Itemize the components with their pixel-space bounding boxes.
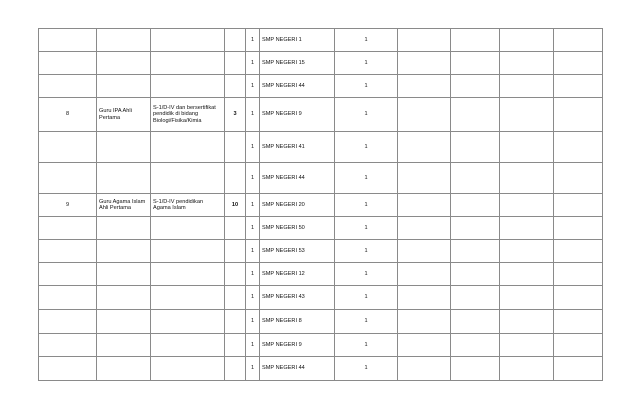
row-number — [39, 334, 97, 357]
school-quota: 1 — [246, 334, 260, 357]
empty-cell — [451, 263, 500, 286]
school-count: 1 — [335, 217, 398, 240]
qualification — [151, 29, 225, 52]
table-row — [39, 217, 603, 240]
empty-cell — [398, 310, 451, 334]
empty-cell — [554, 286, 603, 310]
empty-cell — [500, 334, 554, 357]
qualification — [151, 263, 225, 286]
empty-cell — [554, 163, 603, 194]
school-quota: 1 — [246, 132, 260, 163]
empty-cell — [398, 334, 451, 357]
school-name: SMP NEGERI 44 — [260, 75, 335, 98]
school-quota: 1 — [246, 52, 260, 75]
school-count: 1 — [335, 334, 398, 357]
school-quota: 1 — [246, 357, 260, 381]
qualification — [151, 240, 225, 263]
school-quota: 1 — [246, 163, 260, 194]
empty-cell — [500, 52, 554, 75]
position-quota — [225, 29, 246, 52]
school-quota: 1 — [246, 310, 260, 334]
position-quota — [225, 132, 246, 163]
position-name — [97, 217, 151, 240]
table-row — [39, 52, 603, 75]
position-name — [97, 334, 151, 357]
position-quota — [225, 357, 246, 381]
school-name: SMP NEGERI 43 — [260, 286, 335, 310]
position-name: Guru IPA Ahli Pertama — [97, 98, 151, 132]
school-name: SMP NEGERI 8 — [260, 310, 335, 334]
row-number — [39, 132, 97, 163]
empty-cell — [451, 334, 500, 357]
position-name — [97, 29, 151, 52]
school-quota: 1 — [246, 98, 260, 132]
formation-table — [38, 28, 603, 381]
school-count: 1 — [335, 194, 398, 217]
empty-cell — [500, 75, 554, 98]
school-count: 1 — [335, 286, 398, 310]
empty-cell — [554, 132, 603, 163]
row-number — [39, 163, 97, 194]
school-count: 1 — [335, 29, 398, 52]
empty-cell — [554, 29, 603, 52]
empty-cell — [500, 163, 554, 194]
school-name: SMP NEGERI 44 — [260, 357, 335, 381]
row-number — [39, 75, 97, 98]
qualification — [151, 163, 225, 194]
empty-cell — [500, 357, 554, 381]
school-quota: 1 — [246, 194, 260, 217]
qualification — [151, 217, 225, 240]
table-row — [39, 29, 603, 52]
school-quota: 1 — [246, 286, 260, 310]
school-name: SMP NEGERI 1 — [260, 29, 335, 52]
table-row — [39, 240, 603, 263]
school-quota: 1 — [246, 263, 260, 286]
empty-cell — [500, 132, 554, 163]
position-name — [97, 52, 151, 75]
empty-cell — [398, 286, 451, 310]
empty-cell — [398, 217, 451, 240]
position-quota — [225, 334, 246, 357]
empty-cell — [500, 98, 554, 132]
empty-cell — [398, 29, 451, 52]
empty-cell — [500, 286, 554, 310]
position-name — [97, 310, 151, 334]
school-count: 1 — [335, 240, 398, 263]
empty-cell — [398, 194, 451, 217]
empty-cell — [451, 52, 500, 75]
school-name: SMP NEGERI 9 — [260, 334, 335, 357]
empty-cell — [500, 310, 554, 334]
empty-cell — [554, 357, 603, 381]
empty-cell — [398, 240, 451, 263]
school-count: 1 — [335, 98, 398, 132]
qualification — [151, 286, 225, 310]
empty-cell — [451, 132, 500, 163]
position-quota: 3 — [225, 98, 246, 132]
empty-cell — [398, 52, 451, 75]
school-name: SMP NEGERI 12 — [260, 263, 335, 286]
school-name: SMP NEGERI 53 — [260, 240, 335, 263]
school-name: SMP NEGERI 9 — [260, 98, 335, 132]
position-quota — [225, 163, 246, 194]
row-number — [39, 286, 97, 310]
empty-cell — [398, 163, 451, 194]
table-row — [39, 357, 603, 381]
table-row — [39, 310, 603, 334]
empty-cell — [398, 263, 451, 286]
empty-cell — [500, 194, 554, 217]
row-number — [39, 310, 97, 334]
empty-cell — [554, 194, 603, 217]
qualification — [151, 52, 225, 75]
row-number: 9 — [39, 194, 97, 217]
table-row — [39, 132, 603, 163]
position-name — [97, 163, 151, 194]
table-row — [39, 75, 603, 98]
table-row — [39, 334, 603, 357]
table-row — [39, 286, 603, 310]
empty-cell — [500, 217, 554, 240]
school-count: 1 — [335, 132, 398, 163]
position-quota — [225, 286, 246, 310]
position-name — [97, 132, 151, 163]
qualification — [151, 75, 225, 98]
position-quota — [225, 240, 246, 263]
position-quota — [225, 75, 246, 98]
school-count: 1 — [335, 163, 398, 194]
qualification: S-1/D-IV pendidikan Agama Islam — [151, 194, 225, 217]
school-name: SMP NEGERI 15 — [260, 52, 335, 75]
school-quota: 1 — [246, 29, 260, 52]
qualification — [151, 310, 225, 334]
qualification — [151, 132, 225, 163]
position-quota — [225, 217, 246, 240]
empty-cell — [398, 357, 451, 381]
school-name: SMP NEGERI 41 — [260, 132, 335, 163]
school-count: 1 — [335, 52, 398, 75]
position-name — [97, 240, 151, 263]
position-quota — [225, 310, 246, 334]
position-name — [97, 357, 151, 381]
position-name — [97, 263, 151, 286]
qualification: S-1/D-IV dan bersertifikat pendidik di bidang Biologi/Fisika/Kimia — [151, 98, 225, 132]
qualification — [151, 357, 225, 381]
empty-cell — [451, 75, 500, 98]
empty-cell — [451, 240, 500, 263]
empty-cell — [554, 334, 603, 357]
school-name: SMP NEGERI 44 — [260, 163, 335, 194]
position-quota — [225, 263, 246, 286]
empty-cell — [554, 217, 603, 240]
row-number — [39, 29, 97, 52]
table-row — [39, 194, 603, 217]
empty-cell — [500, 263, 554, 286]
empty-cell — [451, 98, 500, 132]
row-number — [39, 240, 97, 263]
empty-cell — [451, 163, 500, 194]
school-name: SMP NEGERI 20 — [260, 194, 335, 217]
table-row — [39, 263, 603, 286]
school-quota: 1 — [246, 240, 260, 263]
empty-cell — [500, 29, 554, 52]
school-count: 1 — [335, 310, 398, 334]
empty-cell — [451, 217, 500, 240]
empty-cell — [554, 263, 603, 286]
row-number — [39, 217, 97, 240]
empty-cell — [554, 52, 603, 75]
empty-cell — [398, 132, 451, 163]
empty-cell — [398, 75, 451, 98]
position-name — [97, 75, 151, 98]
school-count: 1 — [335, 357, 398, 381]
empty-cell — [554, 75, 603, 98]
school-quota: 1 — [246, 75, 260, 98]
empty-cell — [451, 310, 500, 334]
empty-cell — [500, 240, 554, 263]
table-row — [39, 163, 603, 194]
row-number: 8 — [39, 98, 97, 132]
row-number — [39, 357, 97, 381]
school-count: 1 — [335, 75, 398, 98]
empty-cell — [451, 29, 500, 52]
position-quota — [225, 52, 246, 75]
row-number — [39, 263, 97, 286]
empty-cell — [451, 286, 500, 310]
school-name: SMP NEGERI 50 — [260, 217, 335, 240]
table-row — [39, 98, 603, 132]
position-quota: 10 — [225, 194, 246, 217]
position-name: Guru Agama Islam Ahli Pertama — [97, 194, 151, 217]
empty-cell — [554, 98, 603, 132]
empty-cell — [554, 310, 603, 334]
row-number — [39, 52, 97, 75]
position-name — [97, 286, 151, 310]
empty-cell — [451, 194, 500, 217]
school-count: 1 — [335, 263, 398, 286]
empty-cell — [398, 98, 451, 132]
qualification — [151, 334, 225, 357]
empty-cell — [451, 357, 500, 381]
empty-cell — [554, 240, 603, 263]
school-quota: 1 — [246, 217, 260, 240]
